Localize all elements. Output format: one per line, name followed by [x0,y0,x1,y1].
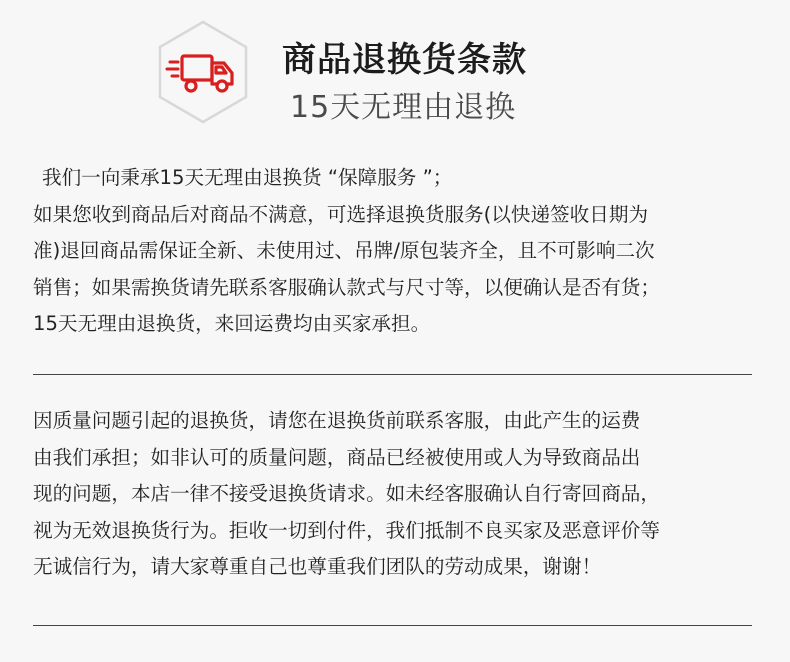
policy-line: 由我们承担；如非认可的质量问题，商品已经被使用或人为导致商品出 [33,445,641,469]
policy-line: 无诚信行为，请大家尊重自己也尊重我们团队的劳动成果，谢谢！ [33,555,602,578]
page-title: 商品退换货条款 [282,40,527,80]
policy-line: 我们一向秉承15天无理由退换货 “保障服务 ”； [42,166,453,189]
delivery-truck-icon [158,20,248,124]
policy-line: 如果您收到商品后对商品不满意，可选择退换货服务(以快递签收日期为 [33,202,649,226]
policy-line: 15天无理由退换货，来回运费均由买家承担。 [33,312,431,335]
return-policy-paragraph [33,160,763,343]
divider [33,625,752,626]
quality-issue-paragraph [33,403,763,586]
policy-line: 销售；如果需换货请先联系客服确认款式与尺寸等，以便确认是否有货； [33,275,660,299]
policy-line: 视为无效退换货行为。拒收一切到付件，我们抵制不良买家及恶意评价等 [33,518,660,542]
divider [33,374,752,375]
policy-line: 因质量问题引起的退换货，请您在退换货前联系客服，由此产生的运费 [33,409,641,432]
page-subtitle: 15天无理由退换 [290,90,517,125]
policy-line: 现的问题，本店一律不接受退换货请求。如未经客服确认自行寄回商品， [33,482,660,505]
policy-line: 准)退回商品需保证全新、未使用过、吊牌/原包装齐全，且不可影响二次 [33,239,655,262]
header [0,0,790,150]
